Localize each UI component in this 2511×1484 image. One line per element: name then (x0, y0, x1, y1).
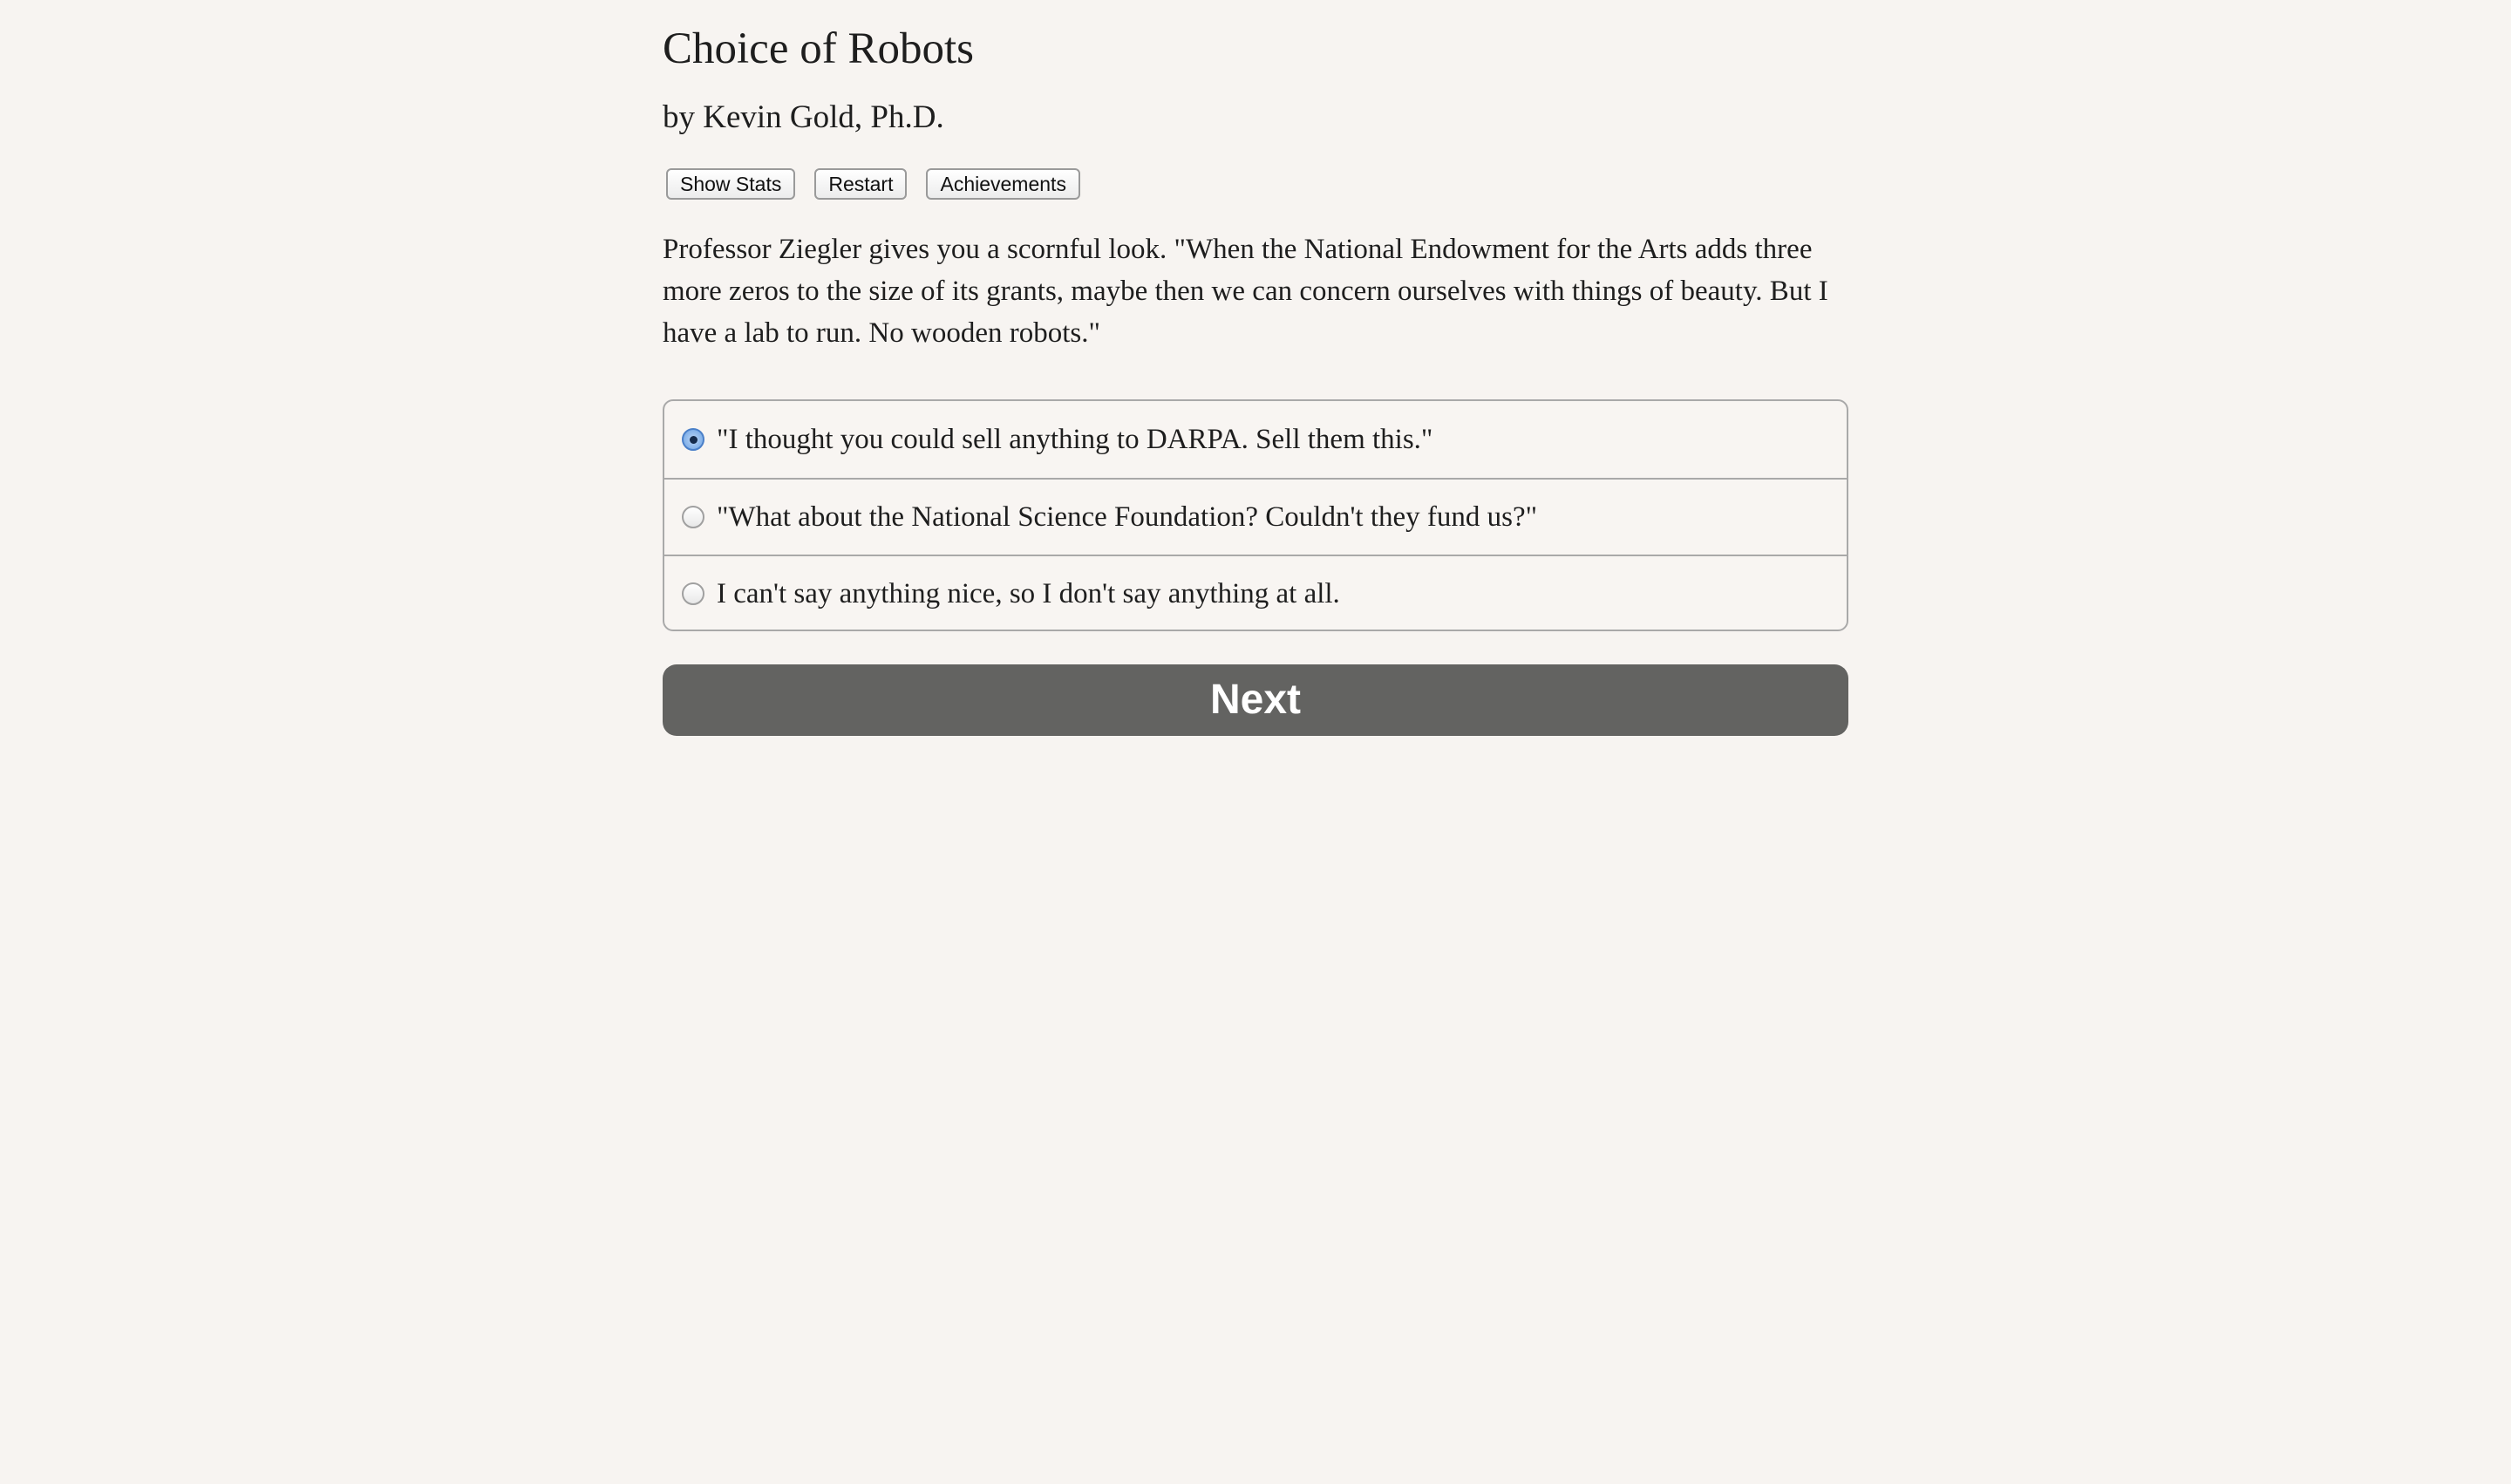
radio-selected-icon[interactable] (682, 428, 704, 451)
choice-option-3[interactable] (664, 555, 1847, 631)
radio-unselected-icon[interactable] (682, 506, 704, 528)
choice-label: "I thought you could sell anything to DARPA. Sell them this." (717, 423, 1433, 455)
choice-list (663, 399, 1848, 631)
restart-button[interactable]: Restart (814, 168, 907, 200)
game-title: Choice of Robots (663, 24, 974, 73)
choice-label: "What about the National Science Foundation? Couldn't they fund us?" (717, 500, 1538, 533)
choice-option-2[interactable] (664, 478, 1847, 555)
toolbar (666, 168, 1080, 201)
radio-unselected-icon[interactable] (682, 582, 704, 605)
author-byline: by Kevin Gold, Ph.D. (663, 99, 944, 135)
next-button[interactable]: Next (663, 664, 1848, 736)
achievements-button[interactable]: Achievements (926, 168, 1079, 200)
story-passage: Professor Ziegler gives you a scornful look. "When the National Endowment for the Arts adds three more zeros to the size of its grants, maybe then we can concern ourselves with things of beauty. But I have a lab to run. No wooden robots." (663, 234, 1828, 349)
radio-dot-icon (690, 436, 698, 444)
show-stats-button[interactable]: Show Stats (666, 168, 795, 200)
choice-option-1[interactable] (664, 401, 1847, 478)
choice-label: I can't say anything nice, so I don't say anything at all. (717, 577, 1340, 609)
